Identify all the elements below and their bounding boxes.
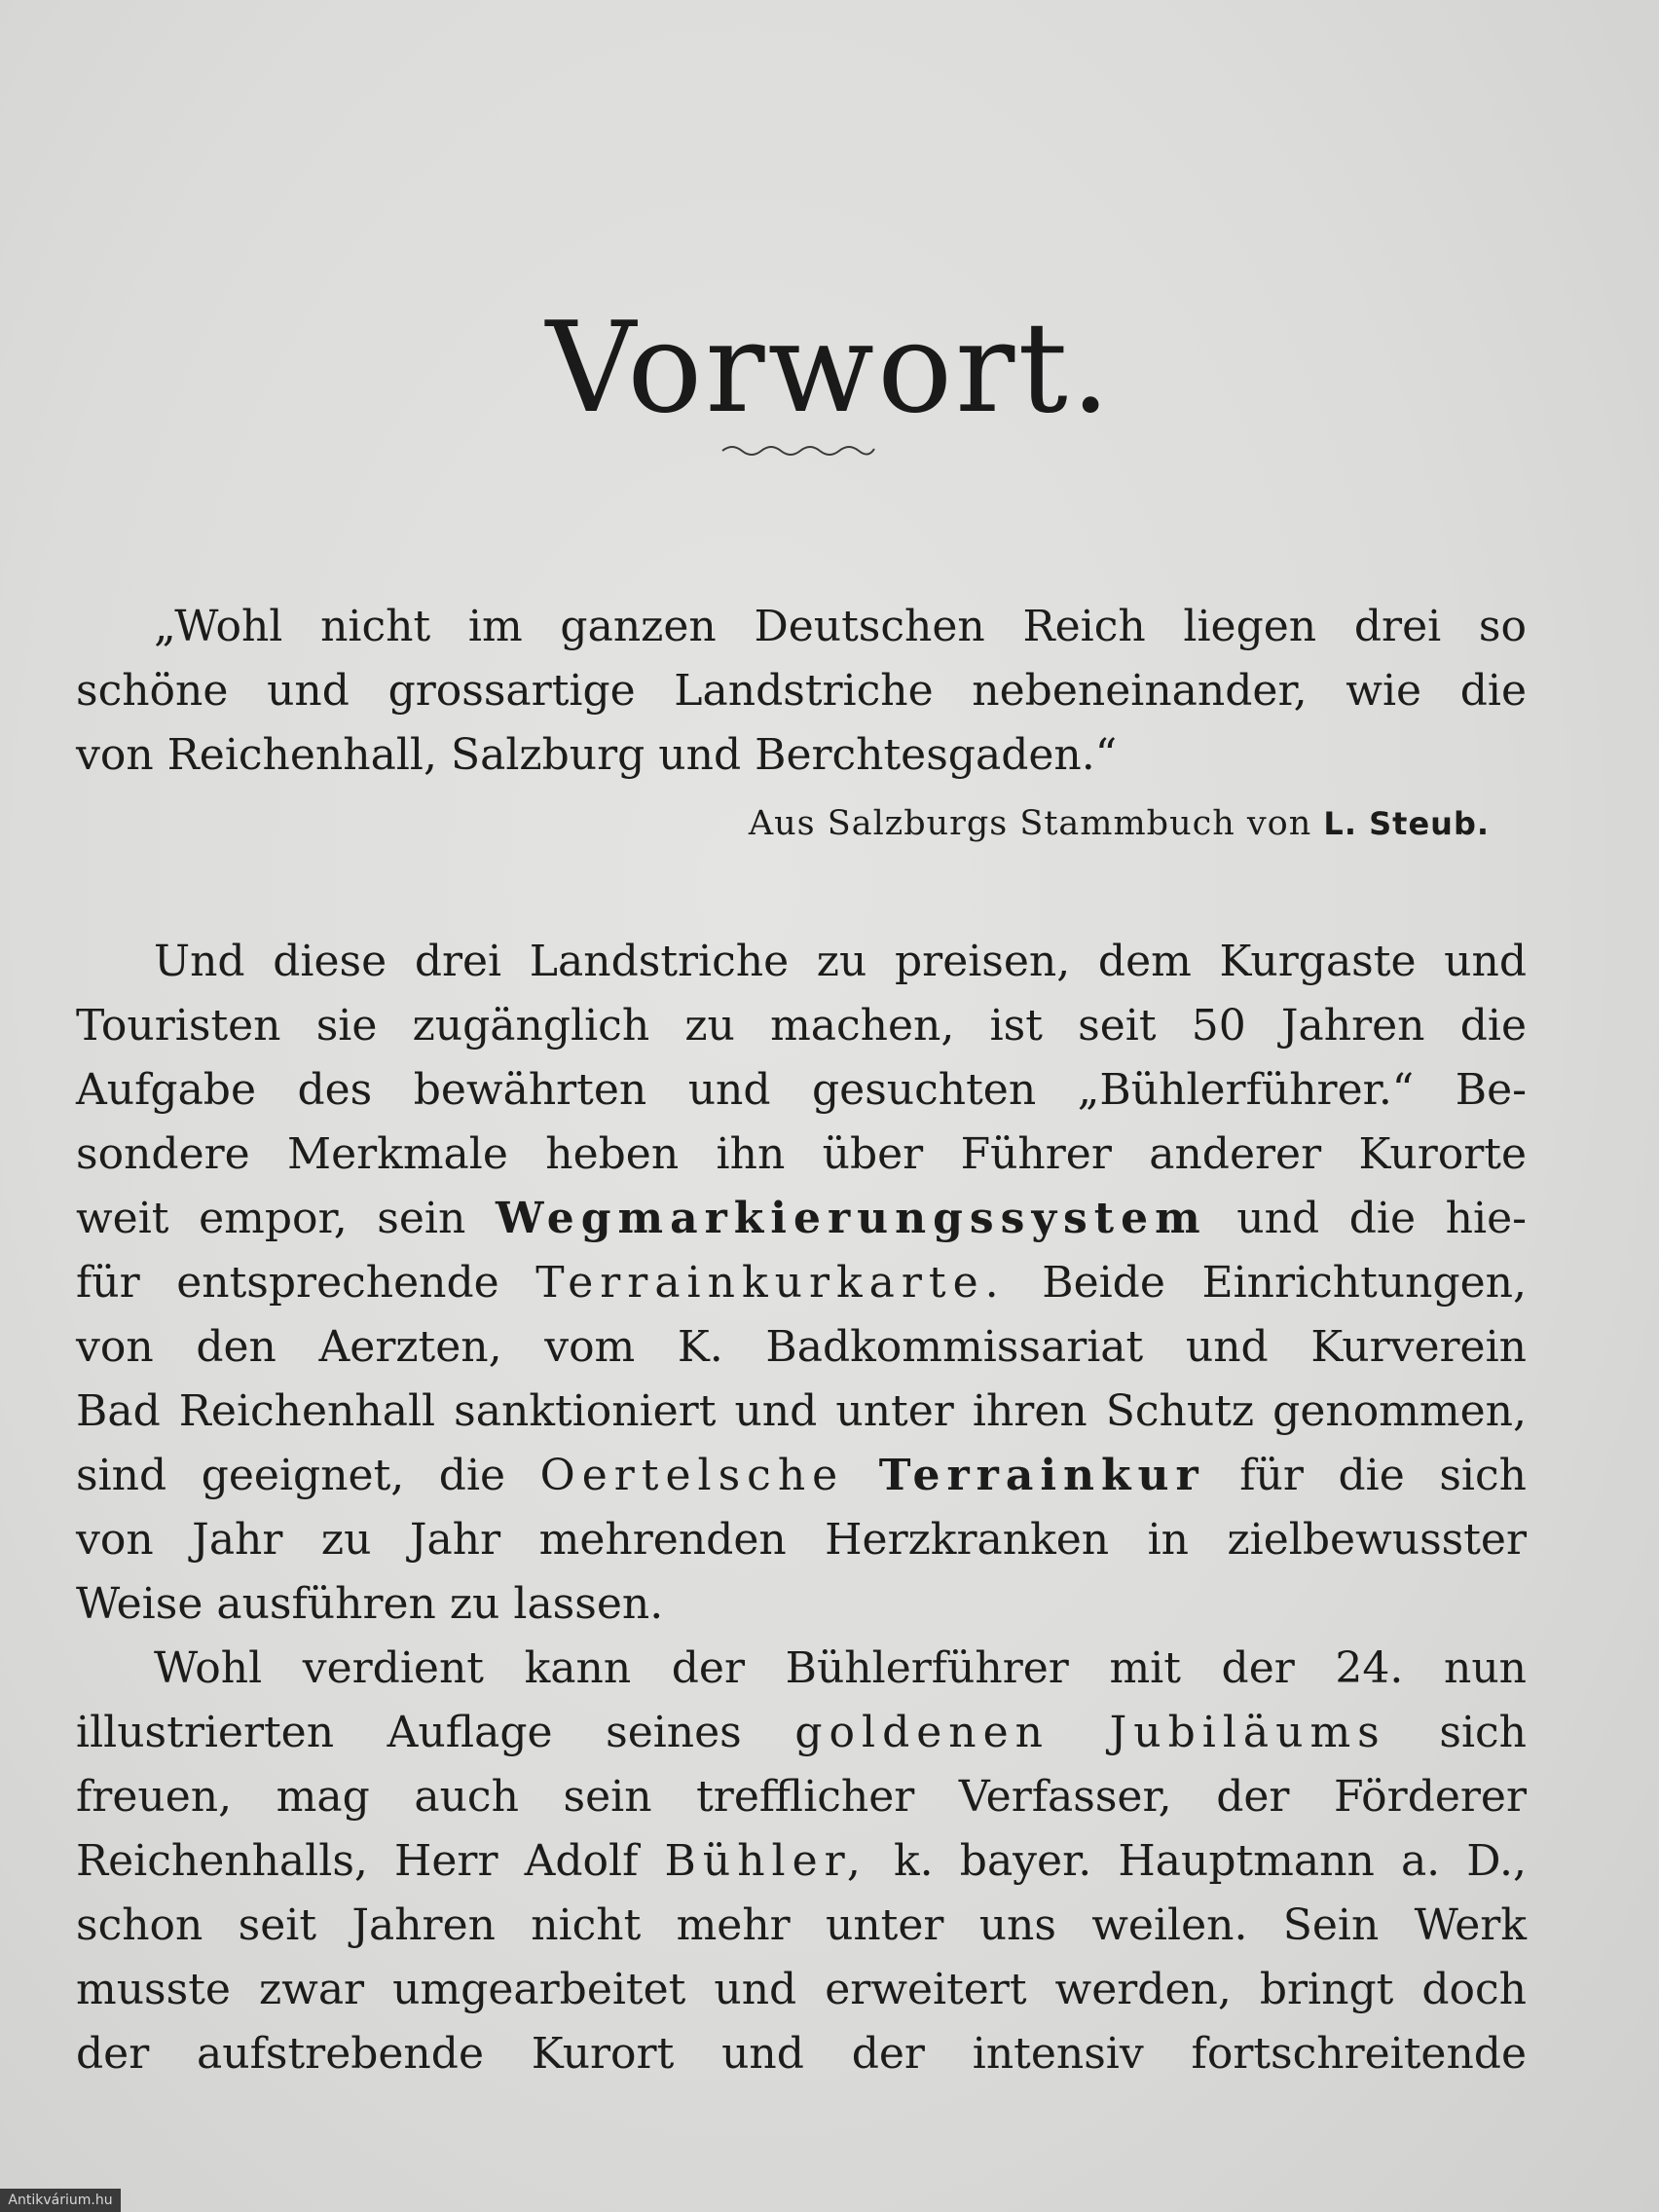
- paragraph-line: von Jahr zu Jahr mehrenden Herzkranken in zielbewusster: [76, 1515, 1527, 1565]
- paragraph-line: [76, 1702, 1527, 1764]
- site-watermark: Antikvárium.hu: [0, 2189, 121, 2212]
- epigraph-line: „Wohl nicht im ganzen Deutschen Reich liegen drei so: [154, 602, 1527, 651]
- text-segment: sind geeignet, die: [76, 1451, 506, 1500]
- emphasized-term: Terrainkurkarte.: [535, 1258, 1006, 1308]
- attribution-source: Aus Salzburgs Stammbuch von: [748, 804, 1312, 843]
- attribution-author: L. Steub.: [1323, 805, 1490, 842]
- emphasized-term: goldenen Jubiläums: [794, 1708, 1386, 1757]
- emphasized-term: Bühler,: [664, 1836, 867, 1886]
- paragraph-line: Weise ausführen zu lassen.: [76, 1579, 664, 1629]
- paragraph-line: [76, 1830, 1527, 1893]
- text-segment: Beide Einrichtungen,: [1042, 1258, 1527, 1308]
- epigraph-line: von Reichenhall, Salzburg und Berchtesgaden.“: [76, 730, 1118, 780]
- paragraph-line: [76, 1445, 1527, 1507]
- text-segment: für die sich: [1239, 1451, 1527, 1500]
- paragraph-line: [76, 1188, 1527, 1250]
- emphasized-term: Wegmarkierungssystem: [495, 1194, 1207, 1243]
- text-segment: für entsprechende: [76, 1258, 499, 1308]
- paragraph-line: Touristen sie zugänglich zu machen, ist seit 50 Jahren die: [76, 1001, 1527, 1051]
- emphasized-term: Terrainkur: [878, 1451, 1205, 1500]
- text-segment: sich: [1439, 1708, 1528, 1757]
- text-segment: weit empor, sein: [76, 1194, 466, 1243]
- text-segment: und die hie-: [1236, 1194, 1527, 1243]
- paragraph-line: musste zwar umgearbeitet und erweitert werden, bringt doch: [76, 1965, 1527, 2014]
- emphasized-term: Oertelsche: [539, 1451, 845, 1500]
- paragraph-line: der aufstrebende Kurort und der intensiv fortschreitende: [76, 2029, 1527, 2079]
- paragraph-line: freuen, mag auch sein trefflicher Verfasser, der Förderer: [76, 1772, 1527, 1822]
- text-segment: k. bayer. Hauptmann a. D.,: [894, 1836, 1527, 1886]
- paragraph-line: Wohl verdient kann der Bühlerführer mit der 24. nun: [154, 1643, 1527, 1693]
- text-segment: Reichenhalls, Herr Adolf: [76, 1836, 639, 1886]
- paragraph-line: sondere Merkmale heben ihn über Führer anderer Kurorte: [76, 1129, 1527, 1179]
- paragraph-line: Aufgabe des bewährten und gesuchten „Bühlerführer.“ Be-: [76, 1065, 1527, 1115]
- paragraph-line: von den Aerzten, vom K. Badkommissariat und Kurverein: [76, 1322, 1527, 1372]
- paragraph-line: Bad Reichenhall sanktioniert und unter ihren Schutz genommen,: [76, 1386, 1527, 1436]
- paragraph-line: [76, 1252, 1527, 1314]
- wavy-rule-ornament: [720, 440, 876, 461]
- text-segment: illustrierten Auflage seines: [76, 1708, 742, 1757]
- epigraph-attribution: [749, 796, 1490, 851]
- paragraph-line: Und diese drei Landstriche zu preisen, dem Kurgaste und: [154, 937, 1527, 986]
- page-title: Vorwort.: [545, 295, 1114, 441]
- paragraph-line: schon seit Jahren nicht mehr unter uns weilen. Sein Werk: [76, 1900, 1527, 1950]
- epigraph-line: schöne und grossartige Landstriche nebeneinander, wie die: [76, 666, 1527, 716]
